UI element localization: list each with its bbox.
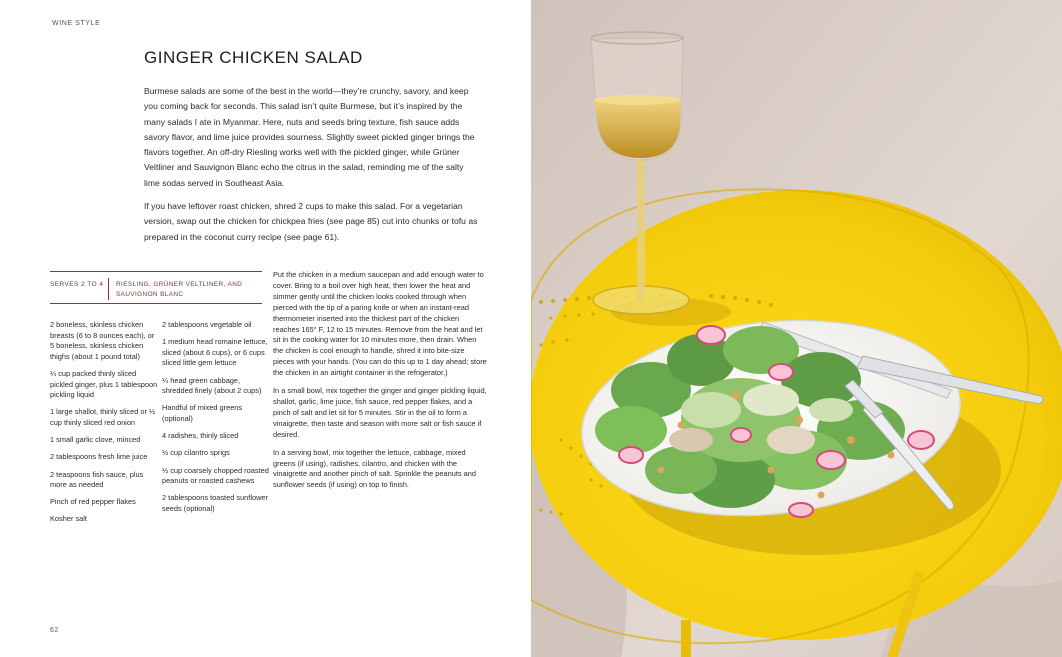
ingredient-item: Pinch of red pepper flakes xyxy=(50,497,136,507)
intro-paragraph: Burmese salads are some of the best in the world—they’re crunchy, savory, and keep you coming back for seconds. This salad isn’t quite Burmese, but it’s inspired by the many salads I ate in Myanmar. Here, nuts and seeds bring texture, fish sauce adds savory flavor, and lime juice provides sourness. Slightly sweet pickled ginger brings the flavors together. An off-dry Riesling works well with the pickled ginger, while Grüner Veltliner and Sauvignon Blanc echo the citrus in the salad, reminding me of the salty lime sodas served in Southeast Asia. xyxy=(144,86,475,188)
photo-illustration xyxy=(531,0,1062,657)
ingredient-item: 2 teaspoons fish sauce, plus more as needed xyxy=(50,469,144,490)
ingredients-column-1 xyxy=(50,320,158,532)
ingredient-item: 1 large shallot, thinly sliced or ½ cup thinly sliced red onion xyxy=(50,407,156,427)
divider-bottom xyxy=(50,303,262,304)
ingredient-item: ¼ head green cabbage, shredded finely (about 2 cups) xyxy=(162,375,262,396)
ingredient-item: 2 boneless, skinless chicken breasts (6 to 8 ounces each), or 5 boneless, skinless chicken thighs (about 1 pound total) xyxy=(50,320,155,361)
intro-paragraph: If you have leftover roast chicken, shred 2 cups to make this salad. For a vegetarian version, swap out the chicken for chickpea fries (see page 85) cut into chunks or tofu as prepared in the coconut curry recipe (see page 61). xyxy=(144,201,478,242)
ingredient-item: 4 radishes, thinly sliced xyxy=(162,431,239,441)
recipe-title: GINGER CHICKEN SALAD xyxy=(144,48,363,67)
ingredient-item: ¼ cup packed thinly sliced pickled ginger, plus 1 tablespoon pickling liquid xyxy=(50,368,158,400)
ingredient-item: 1 small garlic clove, minced xyxy=(50,435,141,445)
ingredient-item: ½ cup coarsely chopped roasted peanuts or roasted cashews xyxy=(162,465,269,486)
ingredients-column-2 xyxy=(162,320,270,521)
method-text xyxy=(273,270,487,498)
ingredient-item: Kosher salt xyxy=(50,514,87,524)
table-leg xyxy=(681,620,691,657)
method-step: In a small bowl, mix together the ginger and ginger pickling liquid, shallot, garlic, lime juice, fish sauce, red pepper flakes, and a pinch of salt and let sit for 5 minutes. Stir in the oil to form a vinaigrette, then taste and season with more salt or fish sauce if desired. xyxy=(273,386,487,439)
method-step: In a serving bowl, mix together the lettuce, cabbage, mixed greens (if using), radishes, cilantro, and chicken with the vinaigrette and another pinch of salt. Sprinkle the peanuts and sunflower seeds (if using) on top to finish. xyxy=(273,447,476,490)
serves-label: SERVES 2 TO 4 xyxy=(50,281,104,288)
divider-top xyxy=(50,271,262,272)
running-head: WINE STYLE xyxy=(52,20,101,27)
wine-pairing: RIESLING, GRÜNER VELTLINER, AND SAUVIGNON BLANC xyxy=(116,281,243,298)
ingredient-item: 2 tablespoons vegetable oil xyxy=(162,320,252,329)
ingredient-item: Handful of mixed greens (optional) xyxy=(162,403,243,423)
ingredient-item: ½ cup cilantro sprigs xyxy=(162,448,230,458)
intro-text xyxy=(144,84,480,253)
salad-photo xyxy=(531,0,1062,657)
ingredient-item: 1 medium head romaine lettuce, sliced (about 6 cups), or 6 cups sliced little gem lettuce xyxy=(162,337,268,368)
page-number: 62 xyxy=(50,627,59,634)
ingredient-item: 2 tablespoons toasted sunflower seeds (optional) xyxy=(162,493,269,513)
ingredient-item: 2 tablespoons fresh lime juice xyxy=(50,452,148,462)
divider-vertical xyxy=(108,278,109,300)
glass-stem xyxy=(637,150,645,300)
method-step: Put the chicken in a medium saucepan and add enough water to cover. Bring to a boil over high heat, then lower the heat and simmer gently until the chicken looks cooked through when pierced with the tip of a paring knife or when an instant-read thermometer inserted into the thickest part of the chicken reaches 165° F, 12 to 15 minutes. Remove from the heat and let sit in the cooking water for 10 minutes more, then drain. When the chicken is cool enough to handle, shred it into bite-size pieces with your hands. (You can do this up to 1 day ahead; store the chicken in an airtight container in the refrigerator.) xyxy=(273,270,487,378)
